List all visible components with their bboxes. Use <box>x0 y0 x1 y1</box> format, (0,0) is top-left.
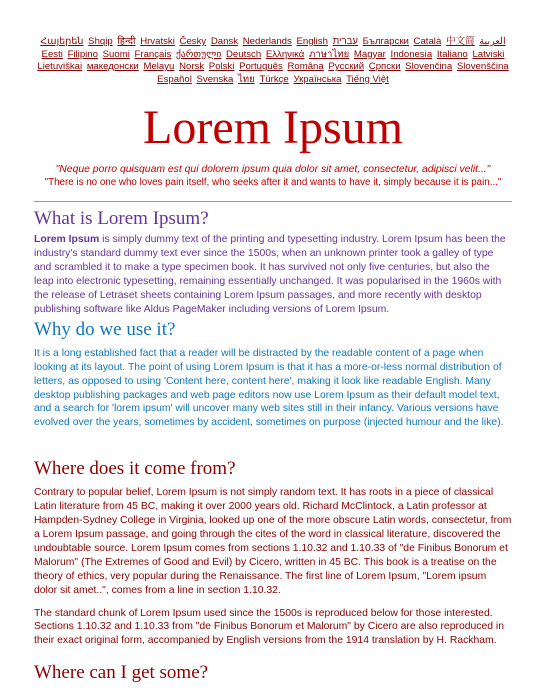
language-link[interactable]: Français <box>134 48 172 60</box>
language-link[interactable]: Suomi <box>102 48 130 60</box>
language-link[interactable]: Català <box>413 36 442 47</box>
language-link[interactable]: Latviski <box>472 48 505 60</box>
language-link[interactable]: Melayu <box>143 61 175 73</box>
language-link[interactable]: Български <box>362 36 409 47</box>
section-body <box>34 233 512 316</box>
language-link[interactable]: македонски <box>86 61 139 73</box>
language-link[interactable]: Pyccкий <box>328 61 365 73</box>
section-why <box>34 319 512 430</box>
language-link[interactable]: हिन्दी <box>117 36 136 47</box>
language-link[interactable]: ‫العربية <box>479 36 506 47</box>
section-body-1: Contrary to popular belief, Lorem Ipsum is not simply random text. It has roots in a piece of classical Latin literature from 45 BC, making it over 2000 years old. Richard McClintock, a Latin professor at Hampden-Sydney College in Virginia, looked up one of the more obscure Latin words, consectetur, from a Lorem Ipsum passage, and going through the cites of the word in classical literature, discovered the undoubtable source. Lorem Ipsum comes from sections 1.10.32 and 1.10.33 of "de Finibus Bonorum et Malorum" (The Extremes of Good and Evil) by Cicero, written in 45 BC. This book is a treatise on the theory of ethics, very popular during the Renaissance. The first line of Lorem Ipsum, "Lorem ipsum dolor sit amet..", comes from a line in section 1.10.32. <box>34 487 512 596</box>
language-link[interactable]: Polski <box>208 61 235 73</box>
language-link[interactable]: Nederlands <box>242 36 292 47</box>
language-link[interactable]: Ελληνικά <box>265 48 305 60</box>
language-link[interactable]: ภาษาไทย <box>309 48 350 60</box>
language-link[interactable]: Hrvatski <box>140 36 175 47</box>
language-link[interactable]: Slovenčina <box>405 61 453 73</box>
language-link[interactable]: Deutsch <box>225 48 262 60</box>
language-link[interactable]: Norsk <box>179 61 205 73</box>
language-link[interactable]: Magyar <box>353 48 386 60</box>
language-link[interactable]: Italiano <box>436 48 468 60</box>
divider <box>34 201 512 202</box>
language-link[interactable]: Slovenščina <box>456 61 509 73</box>
section-where-get <box>34 662 512 684</box>
section-heading: Where does it come from? <box>34 458 236 480</box>
language-link[interactable]: ‫עברית <box>332 36 358 47</box>
language-link[interactable]: Português <box>239 61 283 73</box>
language-link[interactable]: 中文简 <box>445 36 475 47</box>
language-link[interactable]: Հայերեն <box>40 36 84 47</box>
language-link[interactable]: Српски <box>368 61 401 73</box>
lead-term: Lorem Ipsum <box>34 234 100 246</box>
section-body: It is a long established fact that a reader will be distracted by the readable content of a page when looking at its layout. The point of using Lorem Ipsum is that it has a more-or-less normal distribution of letters, as opposed to using 'Content here, content here', making it look like readable English. Many desktop publishing packages and web page editors now use Lorem Ipsum as their default model text, and a search for 'lorem ipsum' will uncover many web sites still in their infancy. Various versions have evolved over the years, sometimes by accident, sometimes on purpose (injected humour and the like). <box>34 347 504 429</box>
language-link[interactable]: Español <box>157 73 192 85</box>
language-link[interactable]: ไทย <box>237 73 255 85</box>
language-link[interactable]: English <box>296 36 328 47</box>
site-logo: Lorem Ipsum <box>143 101 403 155</box>
section-where-from <box>34 458 512 648</box>
language-links <box>34 36 512 86</box>
section-body-2: The standard chunk of Lorem Ipsum used since the 1500s is reproduced below for those interested. Sections 1.10.32 and 1.10.33 from "de Finibus Bonorum et Malorum" by Cicero are also reproduced in their exact original form, accompanied by English versions from the 1914 translation by H. Rackham. <box>34 607 505 647</box>
language-link[interactable]: ქართული <box>175 48 222 60</box>
language-link[interactable]: Tiếng Việt <box>346 73 389 85</box>
language-link[interactable]: Українська <box>293 73 342 85</box>
language-link[interactable]: Svenska <box>196 73 234 85</box>
intro-quote <box>34 164 512 188</box>
section-text: is simply dummy text of the printing and typesetting industry. Lorem Ipsum has been the industry's standard dummy text ever since the 1500s, when an unknown printer took a galley of type and scrambled it to make a type specimen book. It has survived not only five centuries, but also the leap into electronic typesetting, remaining essentially unchanged. It was popularised in the 1960s with the release of Letraset sheets containing Lorem Ipsum passages, and more recently with desktop publishing software like Aldus PageMaker including versions of Lorem Ipsum. <box>34 234 506 315</box>
page-content <box>34 0 512 684</box>
language-link[interactable]: Lietuviškai <box>37 61 83 73</box>
language-link[interactable]: Shqip <box>88 36 113 47</box>
language-link[interactable]: Indonesia <box>390 48 433 60</box>
section-heading: What is Lorem Ipsum? <box>34 208 209 230</box>
section-what-is <box>34 208 512 316</box>
language-link[interactable]: Eesti <box>41 48 63 60</box>
language-link[interactable]: Filipino <box>67 48 98 60</box>
language-link[interactable]: Česky <box>179 36 207 47</box>
language-link[interactable]: Dansk <box>210 36 239 47</box>
language-link[interactable]: Türkçe <box>259 73 289 85</box>
quote-latin: "Neque porro quisquam est qui dolorem ipsum quia dolor sit amet, consectetur, adipisci velit..." <box>55 164 491 176</box>
section-heading: Where can I get some? <box>34 662 209 684</box>
language-link[interactable]: Româna <box>287 61 324 73</box>
quote-english: "There is no one who loves pain itself, who seeks after it and wants to have it, simply because it is pain..." <box>44 177 502 189</box>
section-heading: Why do we use it? <box>34 318 176 340</box>
